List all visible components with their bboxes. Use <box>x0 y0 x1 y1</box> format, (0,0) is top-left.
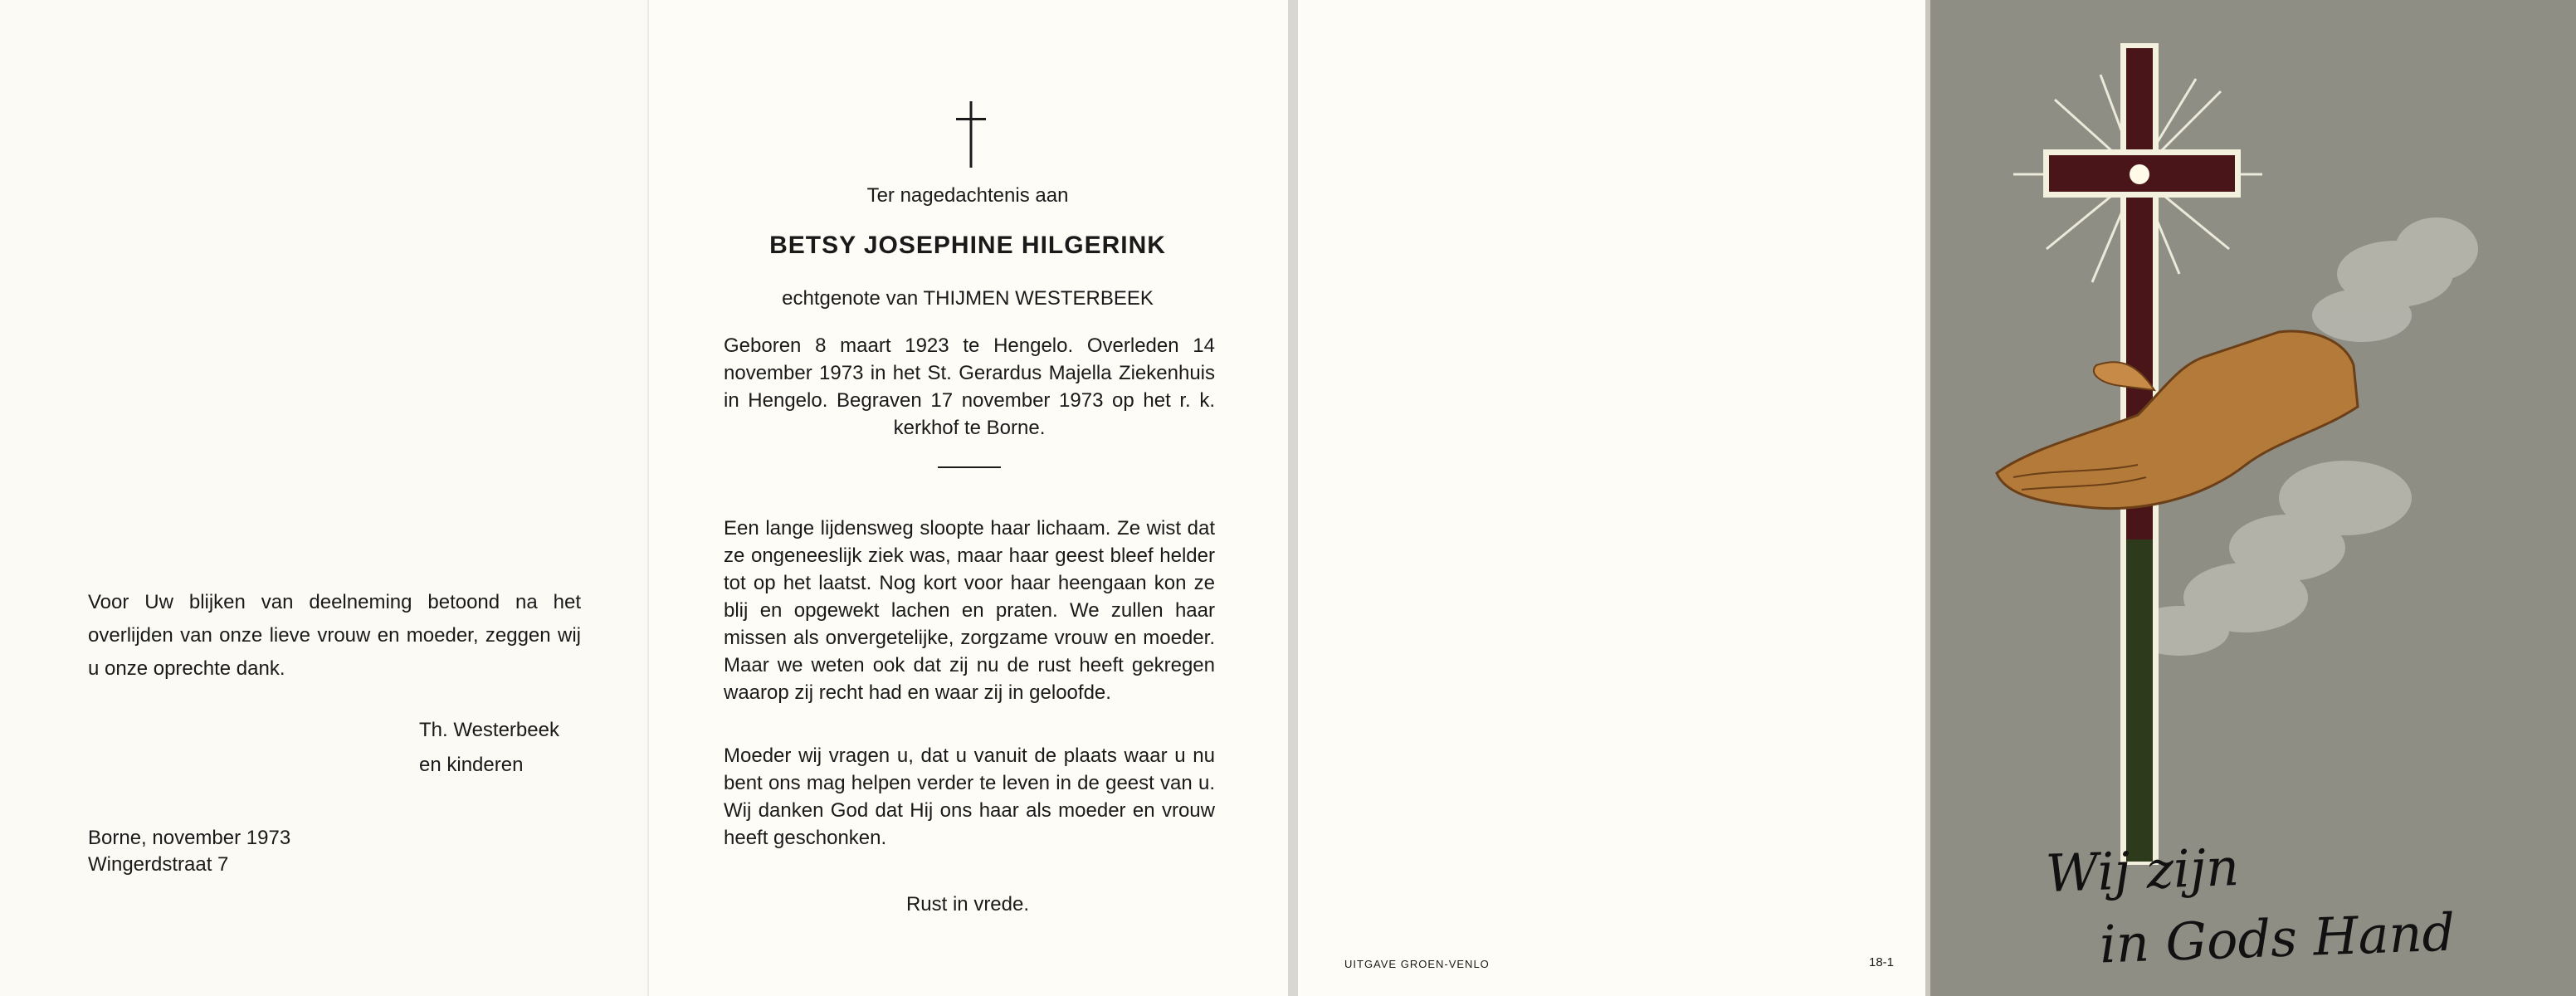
latin-cross-icon <box>953 101 989 168</box>
deceased-name: BETSY JOSEPHINE HILGERINK <box>769 232 1166 259</box>
spouse-line: echtgenote van THIJMEN WESTERBEEK <box>782 287 1154 310</box>
memorial-paragraph-1: Een lange lijdensweg sloopte haar lichaam. Ze wist dat ze ongeneeslijk ziek was, maar haar geest bleef helder tot op het laatst. Nog kort voor haar heengaan kon ze blij en opgewekt lachen en praten. We zullen haar missen als onvergetelijke, zorgzame vrouw en moeder. Maar we weten ook dat zij nu de rust heeft gekregen waarop zij recht had en waar zij in geloofde. <box>724 517 1215 704</box>
signature-name: Th. Westerbeek <box>419 719 559 741</box>
back-panel <box>1298 0 1925 996</box>
cover-script-line-1: Wij zijn <box>2044 836 2241 905</box>
publisher-imprint: UITGAVE GROEN-VENLO <box>1344 958 1490 970</box>
cover-script-line-2: in Gods Hand <box>2098 901 2456 975</box>
in-memory-heading: Ter nagedachtenis aan <box>866 184 1069 207</box>
thanks-text: Voor Uw blijken van deelneming betoond na het overlijden van onze lieve vrouw en moeder, zeggen wij u onze oprechte dank. <box>88 591 581 680</box>
fold-gap <box>1288 0 1298 996</box>
card-code: 18-1 <box>1869 955 1895 969</box>
cross-with-hand-illustration <box>1930 0 2576 996</box>
signature-family: en kinderen <box>419 754 524 776</box>
biography: Geboren 8 maart 1923 te Hengelo. Overleden 14 november 1973 in het St. Gerardus Majella Ziekenhuis in Hengelo. Begraven 17 november 1973 op het r. k. kerkhof te Borne. <box>724 334 1215 439</box>
memorial-paragraph-2: Moeder wij vragen u, dat u vanuit de plaats waar u nu bent ons mag helpen verder te leven in de geest van u. Wij danken God dat Hij ons haar als moeder en vrouw heeft geschonken. <box>724 745 1215 849</box>
divider <box>938 466 1001 468</box>
closing-line: Rust in vrede. <box>905 893 1030 915</box>
place-date: Borne, november 1973 <box>88 827 291 849</box>
address: Wingerdstraat 7 <box>88 853 229 876</box>
